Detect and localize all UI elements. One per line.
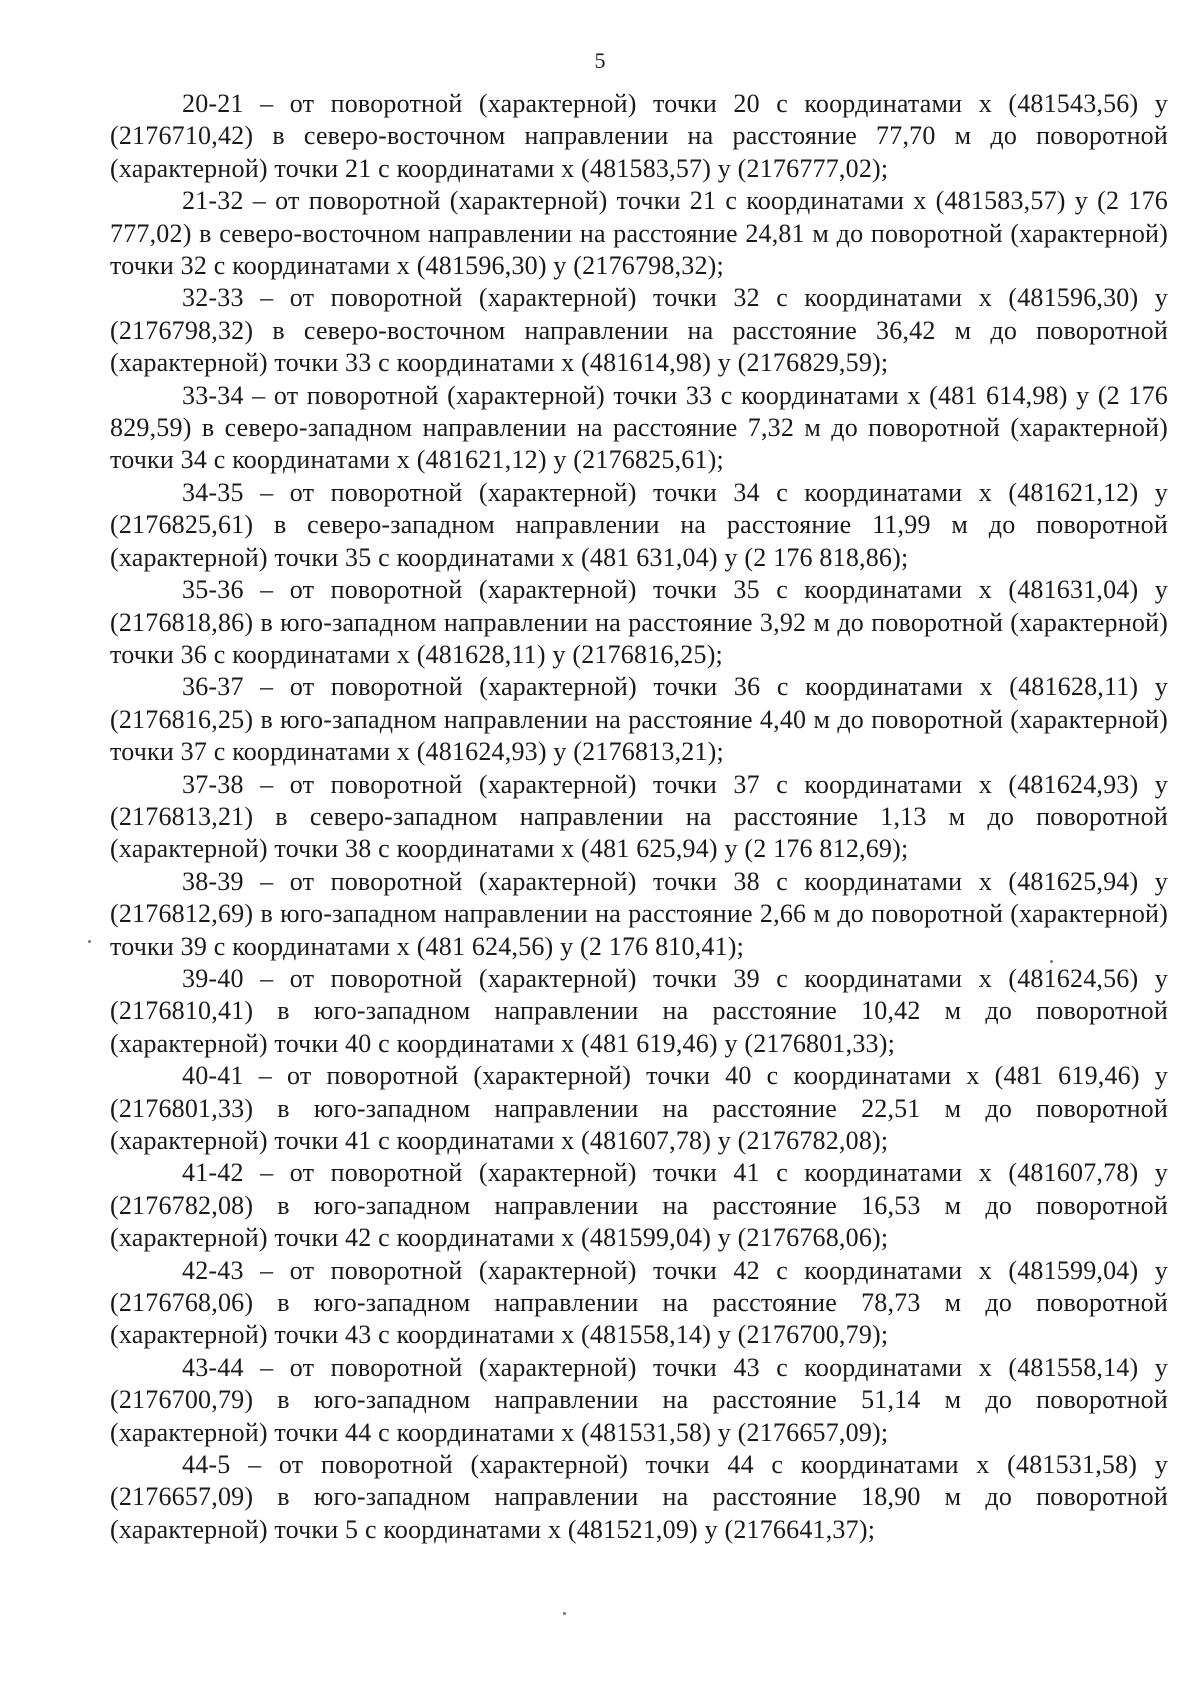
segment-41-42: 41-42 – от поворотной (характерной) точки 41 с координатами х (481607,78) у (2176782,08) в юго-западном направлении на расстояние 16,53 м до поворотной (характерной) точки 42 с координатами х (481599,04) у (2176768,06);: [110, 1158, 1168, 1253]
segment-37-38: 37-38 – от поворотной (характерной) точки 37 с координатами х (481624,93) у (2176813,21) в северо-западном направлении на расстояние 1,13 м до поворотной (характерной) точки 38 с координатами х (481 625,94) у (2 176 812,69);: [110, 769, 1168, 864]
segment-38-39: 38-39 – от поворотной (характерной) точки 38 с координатами х (481625,94) у (2176812,69) в юго-западном направлении на расстояние 2,66 м до поворотной (характерной) точки 39 с координатами х (481 624,56) у (2 176 810,41);: [110, 866, 1168, 961]
segment-20-21: 20-21 – от поворотной (характерной) точки 20 с координатами х (481543,56) у (2176710,42) в северо-восточном направлении на расстояние 77,70 м до поворотной (характерной) точки 21 с координатами х (481583,57) у (2176777,02);: [110, 89, 1168, 183]
page-number: 5: [594, 48, 606, 73]
segment-40-41: 40-41 – от поворотной (характерной) точки 40 с координатами х (481 619,46) у (2176801,33) в юго-западном направлении на расстояние 22,51 м до поворотной (характерной) точки 41 с координатами х (481607,78) у (2176782,08);: [110, 1061, 1168, 1155]
segment-33-34: 33-34 – от поворотной (характерной) точки 33 с координатами х (481 614,98) у (2 176 829,59) в северо-западном направлении на расстояние 7,32 м до поворотной (характерной) точки 34 с координатами х (481621,12) у (2176825,61);: [110, 380, 1168, 475]
segment-36-37: 36-37 – от поворотной (характерной) точки 36 с координатами х (481628,11) у (2176816,25) в юго-западном направлении на расстояние 4,40 м до поворотной (характерной) точки 37 с координатами х (481624,93) у (2176813,21);: [110, 672, 1168, 767]
segment-43-44: 43-44 – от поворотной (характерной) точки 43 с координатами х (481558,14) у (2176700,79) в юго-западном направлении на расстояние 51,14 м до поворотной (характерной) точки 44 с координатами х (481531,58) у (2176657,09);: [110, 1352, 1168, 1447]
segment-42-43: 42-43 – от поворотной (характерной) точки 42 с координатами х (481599,04) у (2176768,06) в юго-западном направлении на расстояние 78,73 м до поворотной (характерной) точки 43 с координатами х (481558,14) у (2176700,79);: [110, 1255, 1168, 1350]
segment-35-36: 35-36 – от поворотной (характерной) точки 35 с координатами х (481631,04) у (2176818,86) в юго-западном направлении на расстояние 3,92 м до поворотной (характерной) точки 36 с координатами х (481628,11) у (2176816,25);: [110, 575, 1168, 669]
segment-34-35: 34-35 – от поворотной (характерной) точки 34 с координатами х (481621,12) у (2176825,61) в северо-западном направлении на расстояние 11,99 м до поворотной (характерной) точки 35 с координатами х (481 631,04) у (2 176 818,86);: [110, 477, 1168, 572]
segment-44-5: 44-5 – от поворотной (характерной) точки 44 с координатами х (481531,58) у (2176657,09) в юго-западном направлении на расстояние 18,90 м до поворотной (характерной) точки 5 с координатами х (481521,09) у (2176641,37);: [110, 1450, 1168, 1544]
segment-39-40: 39-40 – от поворотной (характерной) точки 39 с координатами х (481624,56) у (2176810,41) в юго-западном направлении на расстояние 10,42 м до поворотной (характерной) точки 40 с координатами х (481 619,46) у (2176801,33);: [110, 963, 1168, 1058]
scan-speck: [1050, 960, 1053, 963]
scan-speck: [88, 940, 91, 943]
segment-21-32: 21-32 – от поворотной (характерной) точки 21 с координатами х (481583,57) у (2 176 777,02) в северо-восточном направлении на расстояние 24,81 м до поворотной (характерной) точки 32 с координатами х (481596,30) у (2176798,32);: [110, 186, 1168, 281]
segment-32-33: 32-33 – от поворотной (характерной) точки 32 с координатами х (481596,30) у (2176798,32) в северо-восточном направлении на расстояние 36,42 м до поворотной (характерной) точки 33 с координатами х (481614,98) у (2176829,59);: [110, 283, 1168, 378]
document-body: [110, 88, 1168, 1546]
scan-speck: [563, 1612, 566, 1615]
